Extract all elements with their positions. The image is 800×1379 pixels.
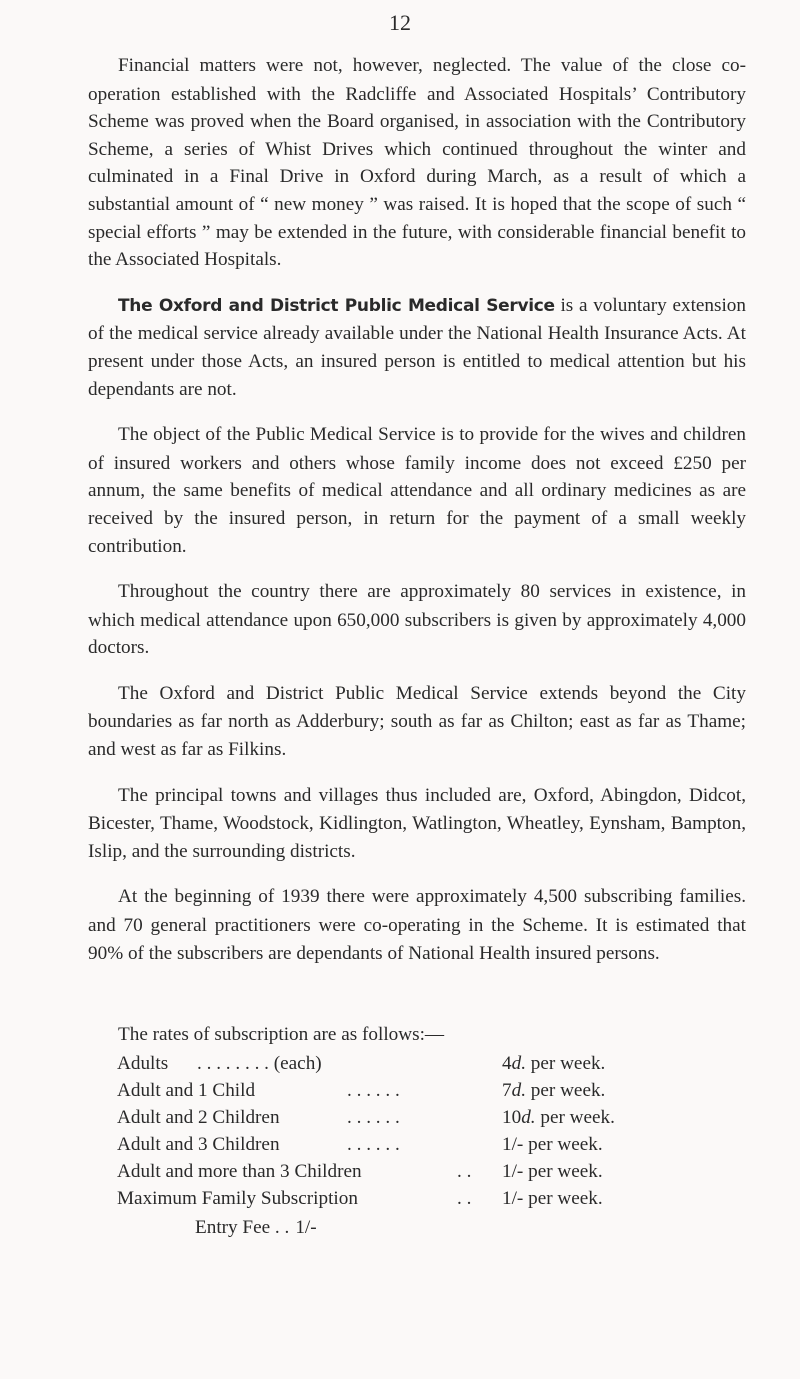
rate-leader-dots: . . . . . . <box>347 1080 400 1101</box>
entry-fee-value: 1/- <box>295 1217 317 1238</box>
paragraph-text: Financial matters were not, however, neglected. The value of the close co-operation established with the Radcliffe and Associated Hospitals’ Contributory Scheme was proved when the Board organised, in association with the Contributory Scheme, a series of Whist Drives which continued throughout the winter and culminated in a Final Drive in Oxford during March, as a result of which a substantial amount of “ new money ” was raised. It is hoped that the scope of such “ special efforts ” may be extended in the future, with considerable financial benefit to the Associated Hospitals. <box>88 55 746 271</box>
rate-row <box>117 1080 757 1107</box>
paragraph-text: The principal towns and villages thus included are, Oxford, Abingdon, Didcot, Bicester, Thame, Woodstock, Kidlington, Watlington, Wheatley, Eynsham, Bampton, Islip, and the surrounding districts. <box>88 784 746 862</box>
paragraph-lead: The Oxford and District Public Medical Service <box>118 295 555 316</box>
rate-label: Adults <box>117 1053 169 1074</box>
rate-amount <box>502 1161 603 1183</box>
body-text <box>88 52 746 985</box>
rate-value: 1/- <box>502 1161 524 1182</box>
rates-table <box>117 1053 757 1215</box>
rate-amount <box>502 1188 603 1210</box>
rate-value: 1/- <box>502 1134 524 1155</box>
page-number: 12 <box>389 10 411 35</box>
rate-period: per week. <box>523 1134 603 1155</box>
rate-leader-dots: . . . . . . <box>347 1107 400 1128</box>
rate-unit: d. <box>511 1080 526 1101</box>
rate-unit: d. <box>511 1053 526 1074</box>
rate-amount <box>502 1080 605 1102</box>
rate-amount <box>502 1107 615 1129</box>
rate-row <box>117 1134 757 1161</box>
rate-unit: d. <box>521 1107 536 1128</box>
rate-label: Maximum Family Subscription <box>117 1188 358 1209</box>
rate-period: per week. <box>525 1080 606 1101</box>
paragraph-text: At the beginning of 1939 there were approximately 4,500 subscribing families. and 70 general practitioners were co-operating in the Scheme. It is estimated that 90% of the subscribers are dependants of National Health insured persons. <box>88 886 746 964</box>
paragraph <box>88 782 746 866</box>
paragraph <box>88 52 746 274</box>
paragraph <box>88 883 746 967</box>
paragraph-text: Throughout the country there are approximately 80 services in existence, in which medical attendance upon 650,000 subscribers is given by approximately 4,000 doctors. <box>88 581 746 659</box>
rate-row <box>117 1107 757 1134</box>
rate-row <box>117 1188 757 1215</box>
rate-period: per week. <box>535 1107 615 1128</box>
rate-leader-dots: . . . . . . . . (each) <box>197 1053 322 1074</box>
paragraph-text: The Oxford and District Public Medical Service extends beyond the City boundaries as far north as Adderbury; south as far as Chilton; east as far as Thame; and west as far as Filkins. <box>88 682 746 761</box>
paragraph-text: is a voluntary extension of the medical service already available under the National Health Insurance Acts. At present under those Acts, an insured person is entitled to medical attention but his dependants are not. <box>88 294 746 400</box>
rate-period: per week. <box>523 1188 603 1209</box>
rate-value: 1/- <box>502 1188 524 1209</box>
rate-label: Adult and more than 3 Children <box>117 1161 362 1182</box>
entry-fee-label: Entry Fee . . <box>195 1217 290 1238</box>
rate-value: 4 <box>502 1053 512 1074</box>
rate-label: Adult and 2 Children <box>117 1107 280 1128</box>
rate-value: 10 <box>502 1107 522 1128</box>
rate-amount <box>502 1053 605 1075</box>
rate-leader-dots: . . <box>457 1161 472 1182</box>
rate-label: Adult and 3 Children <box>117 1134 280 1155</box>
entry-fee <box>195 1217 317 1239</box>
rate-amount <box>502 1134 603 1156</box>
paragraph <box>88 680 746 764</box>
rate-row <box>117 1161 757 1188</box>
rate-period: per week. <box>525 1053 606 1074</box>
paragraph <box>88 578 746 662</box>
rate-row <box>117 1053 757 1080</box>
rate-label: Adult and 1 Child <box>117 1080 256 1101</box>
rate-leader-dots: . . . . . . <box>347 1134 400 1155</box>
rate-period: per week. <box>523 1161 603 1182</box>
rates-intro: The rates of subscription are as follows:— <box>118 1024 445 1045</box>
rate-value: 7 <box>502 1080 512 1101</box>
paragraph <box>88 421 746 560</box>
paragraph <box>88 292 746 403</box>
paragraph-text: The object of the Public Medical Service is to provide for the wives and children of insured workers and others whose family income does not exceed £250 per annum, the same benefits of medical attendance and all ordinary medicines as are received by the insured person, in return for the payment of a small weekly contribution. <box>88 424 746 557</box>
rate-leader-dots: . . <box>457 1188 472 1209</box>
